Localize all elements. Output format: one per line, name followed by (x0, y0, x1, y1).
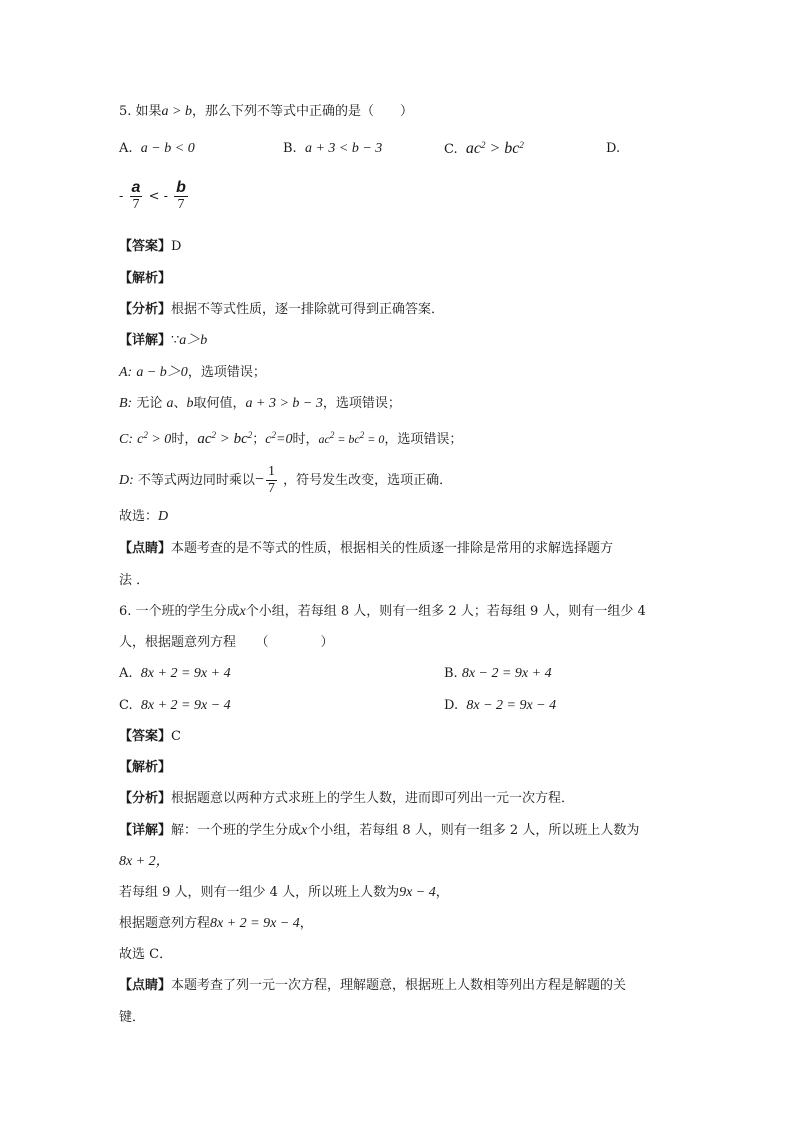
q6-detail-line1: 【详解】解：一个班的学生分成x个小组，若每组 8 人，则有一组多 2 人，所以班上人数为 (119, 823, 640, 838)
q6-remark-line2: 键． (119, 1010, 146, 1025)
q6-detail-line2: 8x + 2， (119, 854, 170, 869)
q5-option-d-expr: - $\frac{a}{7}$ < - $\frac{b}{7}$ (119, 179, 186, 212)
q6-stem-line2: 人，根据题意列方程 （ ） (119, 635, 334, 650)
q6-detail-line3: 若每组 9 人，则有一组少 4 人，所以班上人数为9x − 4， (119, 885, 449, 900)
q6-option-d: D. 8x − 2 = 9x − 4 (444, 698, 557, 713)
q6-answer: 【答案】C (119, 729, 181, 744)
q5-detail-c: C: $c^2 > 0$时，$ac^2 > bc^2$；$c^2=0$时，$ac^2 = bc^2 = 0$，选项错误； (119, 430, 463, 447)
q5-jiexi-heading: 【解析】 (119, 271, 172, 286)
q5-detail-b: B: 无论 a、b取何值，a + 3 > b − 3，选项错误； (119, 396, 401, 411)
q6-stem-line1: 6. 一个班的学生分成x个小组，若每组 8 人，则有一组多 2 人；若每组 9 人，则有一组少 4 (119, 604, 646, 619)
q6-analysis: 【分析】根据题意以两种方式求班上的学生人数，进而即可列出一元一次方程． (119, 791, 575, 806)
q5-option-b: B. a + 3 < b − 3 (283, 141, 383, 156)
q5-conclusion: 故选：D (119, 509, 169, 524)
q5-remark-line1: 【点睛】本题考查的是不等式的性质，根据相关的性质逐一排除是常用的求解选择题方 (119, 541, 614, 556)
q6-conclusion: 故选 C． (119, 947, 173, 962)
q6-option-a: A. 8x + 2 = 9x + 4 (119, 666, 231, 681)
q6-remark-line1: 【点睛】本题考查了列一元一次方程，理解题意，根据班上人数相等列出方程是解题的关 (119, 978, 627, 993)
q6-option-c: C. 8x + 2 = 9x − 4 (119, 698, 231, 713)
q5-analysis: 【分析】根据不等式性质，逐一排除就可得到正确答案． (119, 302, 445, 317)
q5-option-a: A. a − b < 0 (119, 141, 195, 156)
q6-jiexi-heading: 【解析】 (119, 760, 172, 775)
q5-detail-a: A: a − b＞0，选项错误； (119, 365, 266, 380)
q5-option-c: C. $ac^2 > bc^2$ (444, 140, 524, 157)
q5-remark-line2: 法 ． (119, 573, 150, 588)
q5-option-d-label: D. (606, 141, 621, 156)
q6-option-b: B. 8x − 2 = 9x + 4 (444, 666, 552, 681)
q6-detail-line4: 根据题意列方程8x + 2 = 9x − 4， (119, 916, 313, 931)
q5-detail-d: D: 不等式两边同时乘以− $\frac{1}{7}$ ，符号发生改变，选项正确． (119, 464, 453, 496)
q5-answer: 【答案】D (119, 239, 182, 254)
q5-detail-heading: 【详解】∵a＞b (119, 333, 208, 348)
q5-stem: 5. 如果a > b，那么下列不等式中正确的是（ ） (119, 104, 414, 119)
